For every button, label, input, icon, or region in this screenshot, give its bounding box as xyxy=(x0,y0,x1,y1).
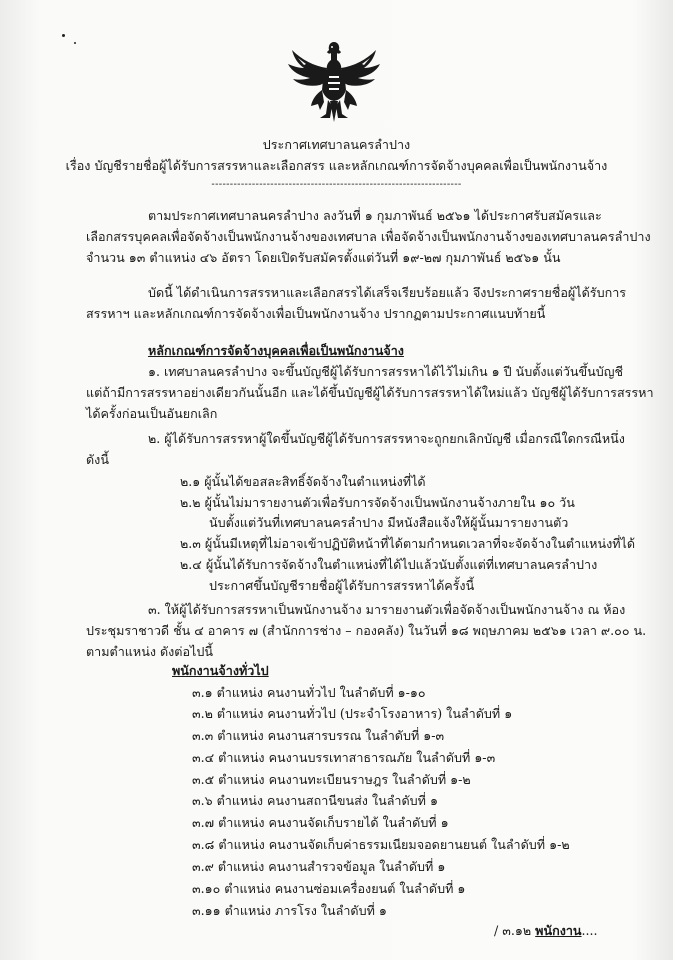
intro-para2-line1: บัดนี้ ได้ดำเนินการสรรหาและเลือกสรรได้เสร็จเรียบร้อยแล้ว จึงประกาศรายชื่อผู้ได้รับการ xyxy=(148,285,627,300)
position-item: ๓.๔ ตำแหน่ง คนงานบรรเทาสาธารณภัย ในลำดับที่ ๑-๓ xyxy=(192,750,496,765)
document-title: ประกาศเทศบาลนครลำปาง xyxy=(262,137,411,152)
intro-para1-line3: จำนวน ๑๓ ตำแหน่ง ๔๖ อัตรา โดยเปิดรับสมัครตั้งแต่วันที่ ๑๙-๒๗ กุมภาพันธ์ ๒๕๖๑ นั้น xyxy=(86,250,561,265)
criterion-1-line2: แต่ถ้ามีการสรรหาอย่างเดียวกันนั้นอีก และได้ขึ้นบัญชีผู้ได้รับการสรรหาได้ใหม่แล้ว บัญชีผู้ได้รับการสรรหา xyxy=(86,385,654,400)
criterion-3-line3: ตามตำแหน่ง ดังต่อไปนี้ xyxy=(86,644,213,659)
criterion-3-line1: ๓. ให้ผู้ได้รับการสรรหาเป็นพนักงานจ้าง มารายงานตัวเพื่อจัดจ้างเป็นพนักงานจ้าง ณ ห้อง xyxy=(148,602,626,617)
criterion-2-line2: ดังนี้ xyxy=(86,452,109,467)
garuda-emblem-icon xyxy=(284,38,384,124)
position-item: ๓.๑๑ ตำแหน่ง ภารโรง ในลำดับที่ ๑ xyxy=(192,903,387,918)
position-item: ๓.๑ ตำแหน่ง คนงานทั่วไป ในลำดับที่ ๑-๑๐ xyxy=(192,685,426,700)
criterion-2-2-line1: ๒.๒ ผู้นั้นไม่มารายงานตัวเพื่อรับการจัดจ้างเป็นพนักงานจ้างภายใน ๑๐ วัน xyxy=(180,495,575,510)
scan-speck xyxy=(62,34,65,37)
position-item: ๓.๓ ตำแหน่ง คนงานสารบรรณ ในลำดับที่ ๑-๓ xyxy=(192,728,445,743)
continuation-marker xyxy=(494,923,598,939)
position-item: ๓.๖ ตำแหน่ง คนงานสถานีขนส่ง ในลำดับที่ ๑ xyxy=(192,793,438,808)
document-subject: เรื่อง บัญชีรายชื่อผู้ได้รับการสรรหาและเลือกสรร และหลักเกณฑ์การจัดจ้างบุคคลเพื่อเป็นพนักงานจ้าง xyxy=(65,158,608,173)
criterion-2-2-line2: นับตั้งแต่วันที่เทศบาลนครลำปาง มีหนังสือแจ้งให้ผู้นั้นมารายงานตัว xyxy=(209,515,569,530)
header-divider: -------------------------------------------------------------------- xyxy=(211,179,462,190)
criterion-3-line2: ประชุมราชาวดี ชั้น ๔ อาคาร ๗ (สำนักการช่าง – กองคลัง) ในวันที่ ๑๘ พฤษภาคม ๒๕๖๑ เวลา ๙.๐๐ น. xyxy=(86,623,647,638)
intro-para1-line2: เลือกสรรบุคคลเพื่อจัดจ้างเป็นพนักงานจ้างของเทศบาล เพื่อจัดจ้างเป็นพนักงานจ้างของเทศบาลนครลำปาง xyxy=(86,229,651,244)
intro-para2-line2: สรรหาฯ และหลักเกณฑ์การจัดจ้างเพื่อเป็นพนักงานจ้าง ปรากฏตามประกาศแนบท้ายนี้ xyxy=(86,306,546,321)
position-item: ๓.๗ ตำแหน่ง คนงานจัดเก็บรายได้ ในลำดับที่ ๑ xyxy=(192,815,449,830)
criteria-heading: หลักเกณฑ์การจัดจ้างบุคคลเพื่อเป็นพนักงานจ้าง xyxy=(148,343,404,358)
criterion-2-4-line2: ประกาศขึ้นบัญชีรายชื่อผู้ได้รับการสรรหาได้ครั้งนี้ xyxy=(209,578,475,593)
scan-speck xyxy=(74,42,76,44)
criterion-2-4-line1: ๒.๔ ผู้นั้นได้รับการจัดจ้างในตำแหน่งที่ได้ไปแล้วนับตั้งแต่ที่เทศบาลนครลำปาง xyxy=(180,557,598,572)
criterion-2-line1: ๒. ผู้ได้รับการสรรหาผู้ใดขึ้นบัญชีผู้ได้รับการสรรหาจะถูกยกเลิกบัญชี เมื่อกรณีใดกรณีหนึ่ง xyxy=(148,431,625,446)
position-item: ๓.๘ ตำแหน่ง คนงานจัดเก็บค่าธรรมเนียมจอดยานยนต์ ในลำดับที่ ๑-๒ xyxy=(192,837,570,852)
continuation-next-word: พนักงาน xyxy=(535,923,582,938)
continuation-ellipsis: .... xyxy=(581,923,598,938)
criterion-1-line1: ๑. เทศบาลนครลำปาง จะขึ้นบัญชีผู้ได้รับการสรรหาได้ไว้ไม่เกิน ๑ ปี นับตั้งแต่วันขึ้นบัญชี xyxy=(148,364,624,379)
intro-para1-line1: ตามประกาศเทศบาลนครลำปาง ลงวันที่ ๑ กุมภาพันธ์ ๒๕๖๑ ได้ประกาศรับสมัครและ xyxy=(148,208,602,223)
criterion-2-3: ๒.๓ ผู้นั้นมีเหตุที่ไม่อาจเข้าปฏิบัติหน้าที่ได้ตามกำหนดเวลาที่จะจัดจ้างในตำแหน่งที่ได้ xyxy=(180,536,636,551)
position-item: ๓.๑๐ ตำแหน่ง คนงานซ่อมเครื่องยนต์ ในลำดับที่ ๑ xyxy=(192,881,466,896)
position-item: ๓.๕ ตำแหน่ง คนงานทะเบียนราษฎร ในลำดับที่ ๑-๒ xyxy=(192,772,471,787)
criterion-1-line3: ได้ครั้งก่อนเป็นอันยกเลิก xyxy=(86,406,218,421)
positions-heading: พนักงานจ้างทั่วไป xyxy=(172,663,269,678)
criterion-2-1: ๒.๑ ผู้นั้นได้ขอสละสิทธิ์จัดจ้างในตำแหน่งที่ได้ xyxy=(180,474,426,489)
continuation-prefix: / ๓.๑๒ xyxy=(494,923,536,938)
position-item: ๓.๒ ตำแหน่ง คนงานทั่วไป (ประจำโรงอาหาร) ในลำดับที่ ๑ xyxy=(192,706,513,721)
position-item: ๓.๙ ตำแหน่ง คนงานสำรวจข้อมูล ในลำดับที่ ๑ xyxy=(192,859,446,874)
